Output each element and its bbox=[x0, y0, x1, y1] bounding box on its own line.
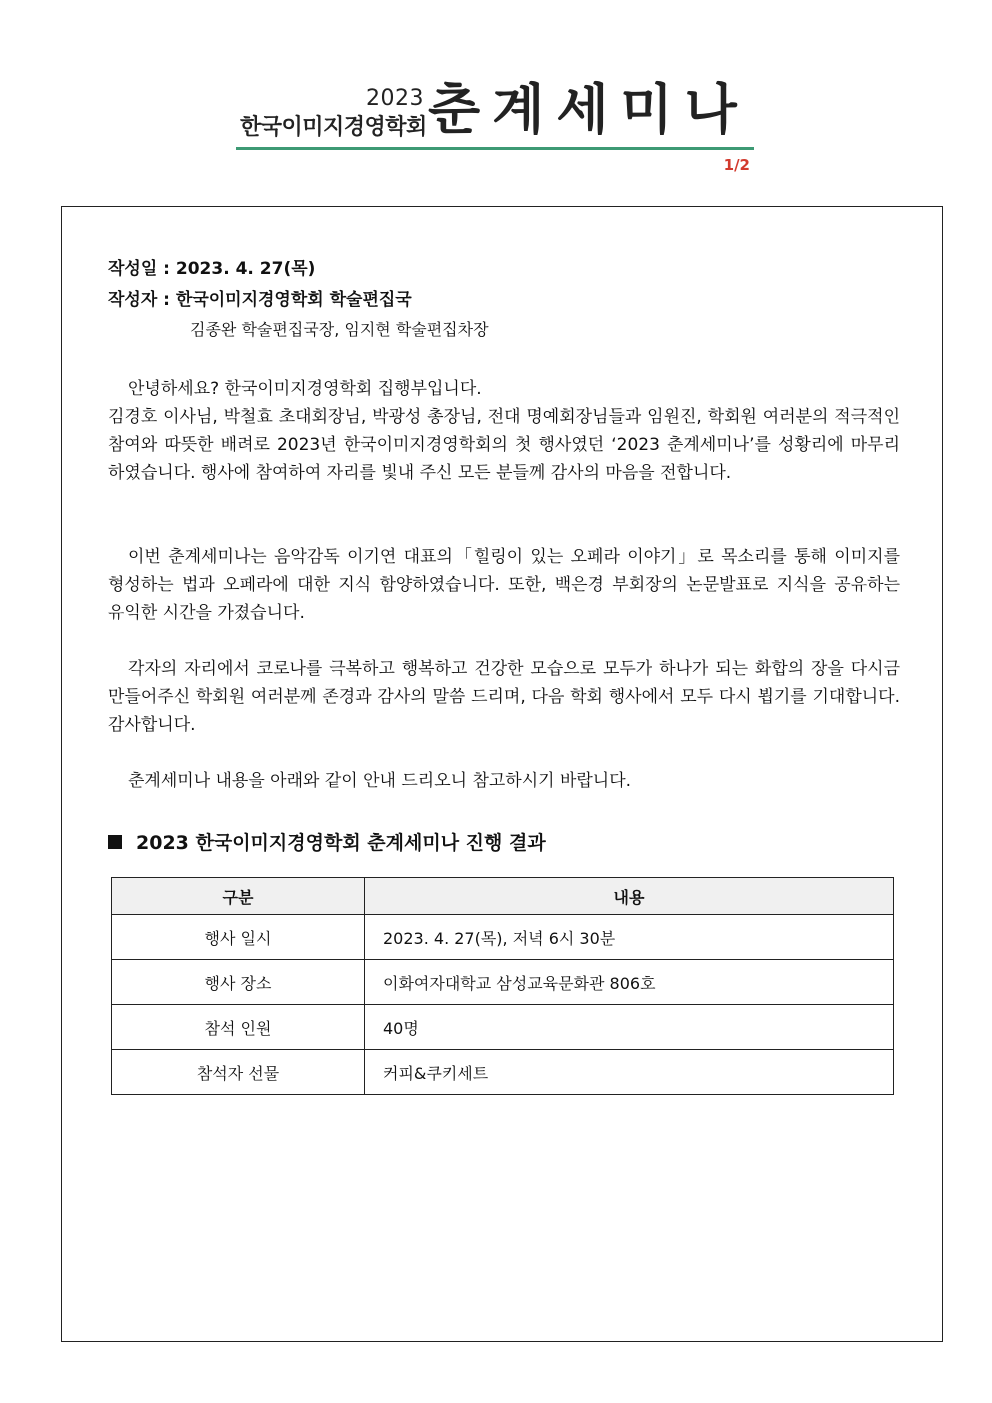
greeting-paragraph bbox=[108, 375, 900, 487]
results-table bbox=[111, 877, 894, 1095]
square-bullet-icon bbox=[108, 835, 122, 849]
page-number: 1/2 bbox=[723, 156, 750, 174]
row-label: 행사 일시 bbox=[112, 915, 365, 960]
table-row bbox=[112, 1005, 894, 1050]
masthead-org: 한국이미지경영학회 bbox=[240, 115, 427, 140]
row-value: 2023. 4. 27(목), 저녁 6시 30분 bbox=[365, 915, 894, 960]
table-row bbox=[112, 960, 894, 1005]
program-paragraph bbox=[108, 543, 900, 627]
row-label: 참석자 선물 bbox=[112, 1050, 365, 1095]
program-text: 이번 춘계세미나는 음악감독 이기연 대표의「힐링이 있는 오페라 이야기」로 목소리를 통해 이미지를 형성하는 법과 오페라에 대한 지식 함양하였습니다. 또한, 백은경 부회장의 논문발표로 지식을 공유하는 유익한 시간을 가졌습니다. bbox=[108, 547, 900, 623]
masthead-year: 2023 bbox=[366, 86, 424, 111]
row-value: 커피&쿠키세트 bbox=[365, 1050, 894, 1095]
masthead-divider bbox=[236, 147, 754, 150]
notice-text: 춘계세미나 내용을 아래와 같이 안내 드리오니 참고하시기 바랍니다. bbox=[128, 771, 632, 791]
written-date: 작성일 : 2023. 4. 27(목) bbox=[108, 259, 316, 279]
column-header: 구분 bbox=[112, 878, 365, 915]
masthead-title: 춘계세미나 bbox=[428, 78, 749, 141]
closing-paragraph bbox=[108, 655, 900, 739]
author-names: 김종완 학술편집국장, 임지현 학술편집차장 bbox=[190, 320, 489, 339]
thanks-text: 김경호 이사님, 박철효 초대회장님, 박광성 총장님, 전대 명예회장님들과 임원진, 학회원 여러분의 적극적인 참여와 따뜻한 배려로 2023년 한국이미지경영학회의 첫 행사였던 ‘2023 춘계세미나’를 성황리에 마무리 하였습니다. 행사에 참여하여 자리를 빛내 주신 모든 분들께 감사의 마음을 전합니다. bbox=[108, 407, 900, 483]
section-heading-text: 2023 한국이미지경영학회 춘계세미나 진행 결과 bbox=[136, 832, 546, 854]
table-row bbox=[112, 1050, 894, 1095]
masthead bbox=[236, 76, 754, 176]
section-heading bbox=[108, 828, 546, 855]
written-by: 작성자 : 한국이미지경영학회 학술편집국 bbox=[108, 290, 412, 310]
notice-paragraph bbox=[108, 767, 900, 795]
closing-text: 각자의 자리에서 코로나를 극복하고 행복하고 건강한 모습으로 모두가 하나가 되는 화합의 장을 다시금 만들어주신 학회원 여러분께 존경과 감사의 말씀 드리며, 다음 학회 행사에서 모두 다시 뵙기를 기대합니다. 감사합니다. bbox=[108, 659, 900, 735]
greeting-line: 안녕하세요? 한국이미지경영학회 집행부입니다. bbox=[128, 379, 482, 399]
table-header-row bbox=[112, 878, 894, 915]
row-label: 참석 인원 bbox=[112, 1005, 365, 1050]
row-label: 행사 장소 bbox=[112, 960, 365, 1005]
row-value: 이화여자대학교 삼성교육문화관 806호 bbox=[365, 960, 894, 1005]
row-value: 40명 bbox=[365, 1005, 894, 1050]
table-row bbox=[112, 915, 894, 960]
column-header: 내용 bbox=[365, 878, 894, 915]
